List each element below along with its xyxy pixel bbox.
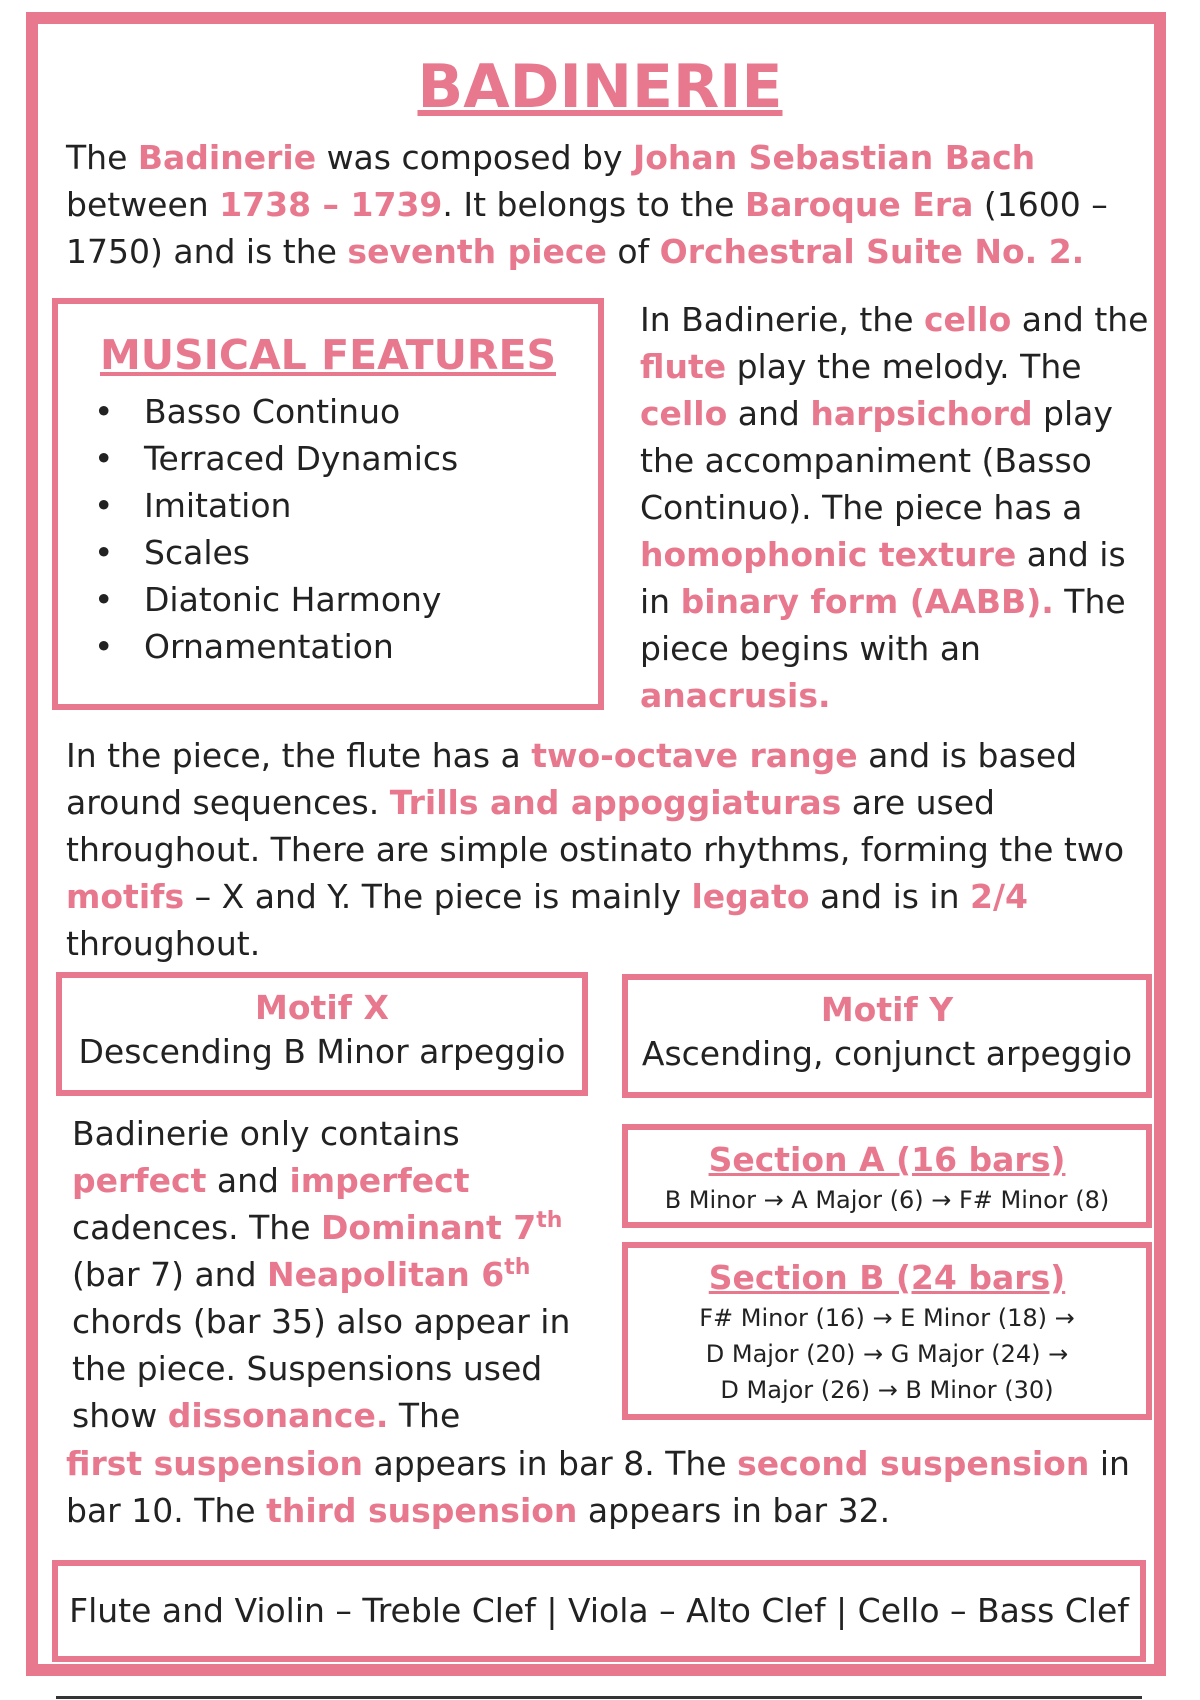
body-text: appears in bar 32. [577,1491,891,1530]
highlighted-term: homophonic texture [640,535,1017,574]
intro-paragraph [66,134,1146,275]
body-text: cadences. The [72,1208,322,1247]
section-a-box [622,1124,1152,1228]
superscript-text: th [536,1208,563,1233]
body-text: are used throughout. There are simple ostinato rhythms, forming the two [66,783,1125,869]
body-text: and is in [809,877,970,916]
body-text: The piece begins with an [640,582,1126,668]
body-text: and [206,1161,290,1200]
list-item: • Ornamentation [94,623,598,670]
musical-features-list [58,388,598,670]
highlighted-term: anacrusis. [640,676,831,715]
list-item: • Basso Continuo [94,388,598,435]
section-b-box [622,1242,1152,1420]
musical-features-title: MUSICAL FEATURES [99,331,557,379]
highlighted-term: two-octave range [531,736,858,775]
musical-features-box [52,298,604,710]
highlighted-term: legato [691,877,810,916]
body-text: In Badinerie, the [640,300,924,339]
body-text: and [727,394,811,433]
body-text: and the [1011,300,1149,339]
motif-y-box [622,974,1152,1098]
body-text: play the accompaniment (Basso Continuo). The piece has a [640,394,1113,527]
section-b-keys-line: F# Minor (16) → E Minor (18) → [699,1304,1075,1332]
highlighted-term: Baroque Era [744,185,974,224]
highlighted-term: seventh piece [347,232,607,271]
highlighted-term: imperfect [289,1161,470,1200]
clefs-box [52,1560,1146,1662]
highlighted-term: third suspension [266,1491,578,1530]
body-text: . It belongs to the [442,185,745,224]
body-text: play the melody. The [726,347,1082,386]
body-text: The [388,1396,461,1435]
suspension-paragraph [66,1440,1156,1534]
clefs-text: Flute and Violin – Treble Clef | Viola – Alto Clef | Cello – Bass Clef [69,1591,1129,1630]
highlighted-term: cello [924,300,1012,339]
body-text: In the piece, the flute has a [66,736,532,775]
bottom-divider [56,1696,1142,1699]
highlighted-term: Johan Sebastian Bach [632,138,1036,177]
highlighted-term: Neapolitan 6 [267,1255,505,1294]
motif-x-description: Descending B Minor arpeggio [78,1032,566,1071]
body-text: The [66,138,138,177]
highlighted-term: Trills and appoggiaturas [389,783,842,822]
bullet-icon: • [94,627,114,666]
section-a-keys: B Minor → A Major (6) → F# Minor (8) [664,1186,1110,1214]
body-text: between [66,185,220,224]
list-item: • Terraced Dynamics [94,435,598,482]
highlighted-term: motifs [66,877,185,916]
body-text: – X and Y. The piece is mainly [184,877,692,916]
flute-paragraph [66,732,1146,967]
bullet-icon: • [94,439,114,478]
motif-y-title: Motif Y [820,990,954,1029]
highlighted-term: first suspension [66,1444,364,1483]
superscript-text: th [504,1255,531,1280]
motif-x-box [56,972,588,1096]
motif-y-description: Ascending, conjunct arpeggio [641,1034,1133,1073]
highlighted-term: Orchestral Suite No. 2. [659,232,1085,271]
body-text: throughout. [66,924,261,963]
body-text: was composed by [316,138,633,177]
page-title: BADINERIE [417,52,783,122]
body-text: appears in bar 8. The [363,1444,738,1483]
section-b-keys-line: D Major (20) → G Major (24) → [705,1340,1069,1368]
highlighted-term: Dominant 7 [321,1208,537,1247]
body-text: (bar 7) and [72,1255,268,1294]
body-text: Badinerie only contains [72,1114,460,1153]
section-b-title: Section B (24 bars) [708,1258,1066,1297]
body-text: and is in [640,535,1126,621]
section-a-title: Section A (16 bars) [708,1140,1066,1179]
highlighted-term: second suspension [737,1444,1090,1483]
motif-x-title: Motif X [255,988,389,1027]
body-text: (1600 – 1750) and is the [66,185,1108,271]
highlighted-term: binary form (AABB). [680,582,1054,621]
body-text: and is based around sequences. [66,736,1078,822]
highlighted-term: perfect [72,1161,207,1200]
section-b-keys-line: D Major (26) → B Minor (30) [720,1376,1054,1404]
highlighted-term: Badinerie [137,138,317,177]
highlighted-term: 1738 – 1739 [219,185,443,224]
body-text: in bar 10. The [66,1444,1130,1530]
body-text: chords (bar 35) also appear in the piece. Suspensions used show [72,1302,571,1435]
bullet-icon: • [94,580,114,619]
highlighted-term: flute [640,347,727,386]
highlighted-term: dissonance. [167,1396,389,1435]
instruments-paragraph [640,296,1160,719]
list-item: • Imitation [94,482,598,529]
bullet-icon: • [94,486,114,525]
list-item: • Scales [94,529,598,576]
highlighted-term: harpsichord [810,394,1033,433]
list-item: • Diatonic Harmony [94,576,598,623]
highlighted-term: cello [640,394,728,433]
bullet-icon: • [94,392,114,431]
highlighted-term: 2/4 [970,877,1028,916]
body-text: of [606,232,660,271]
bullet-icon: • [94,533,114,572]
cadence-paragraph [72,1110,592,1439]
